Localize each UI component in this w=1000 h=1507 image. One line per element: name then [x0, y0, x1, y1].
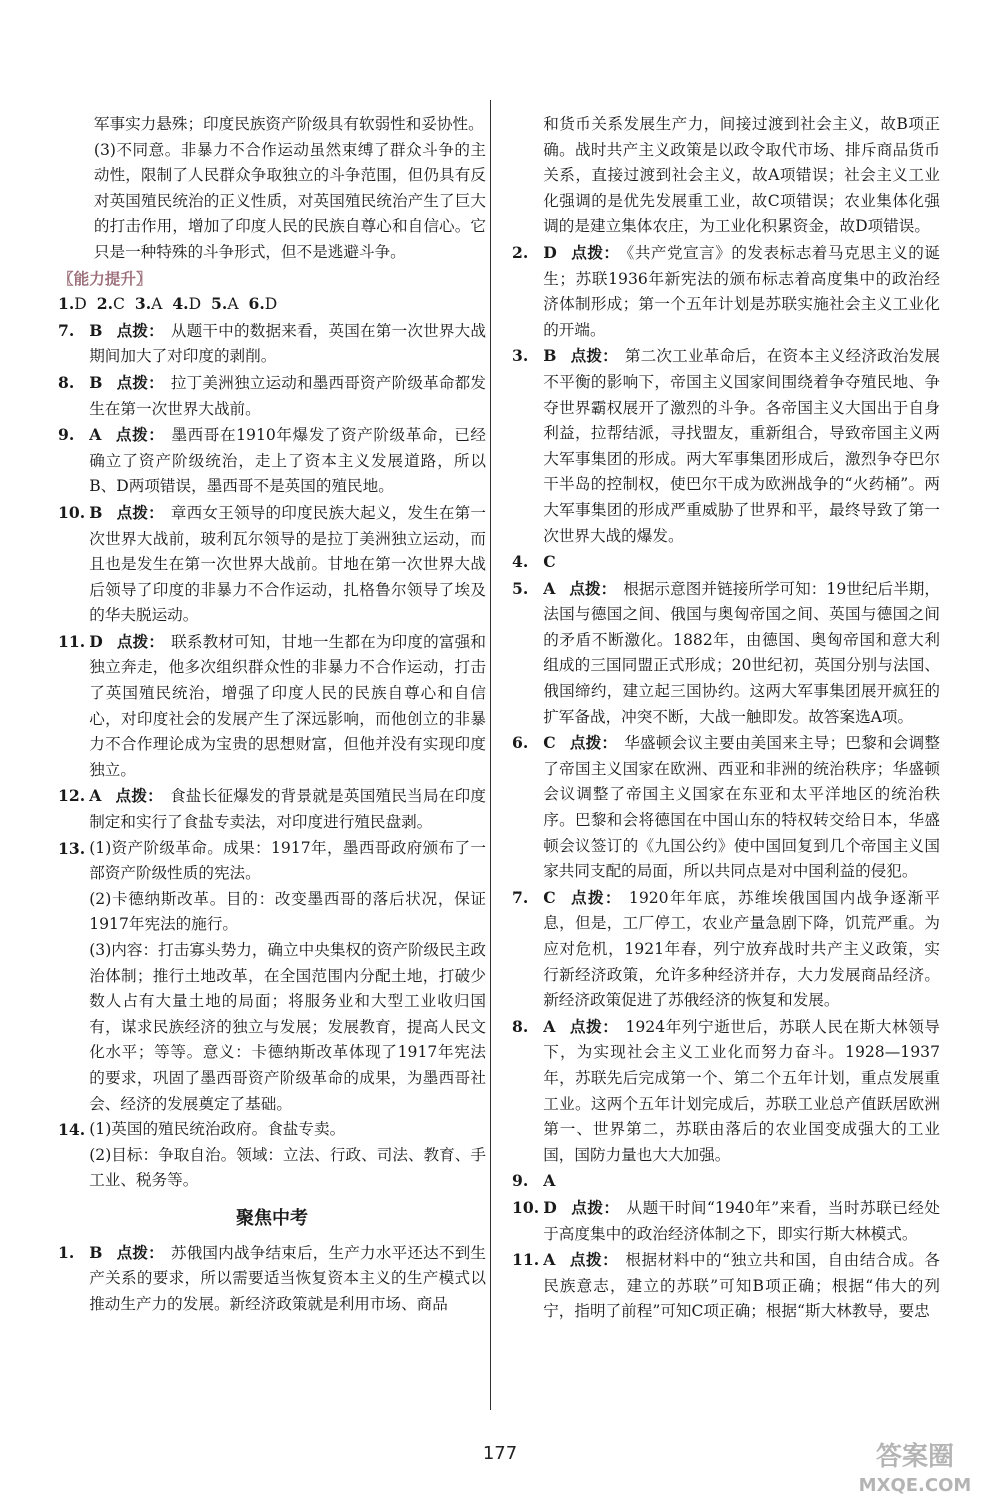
watermark-logo: [840, 1429, 990, 1499]
item-answer: B: [89, 372, 103, 392]
item-answer: D: [89, 631, 103, 651]
item-answer: B: [89, 1242, 103, 1262]
item-number: 5.: [512, 578, 529, 598]
item-answer: A: [543, 1016, 556, 1036]
answer-item: [512, 730, 940, 885]
item-answer: D: [543, 242, 557, 262]
answer-item: [58, 370, 486, 422]
item-answer: A: [543, 578, 556, 598]
item-number: 7.: [58, 320, 75, 340]
mc-answer: 5.A: [211, 294, 239, 314]
item-number: 8.: [512, 1016, 529, 1036]
item-number: 10.: [58, 502, 86, 522]
hint-text: 华盛顿会议主要由美国来主导；巴黎和会调整了帝国主义国家在欧洲、西亚和非洲的统治秩序；华盛顿会议调整了帝国主义国家在东亚和太平洋地区的统治秩序。巴黎和会将德国在中国山东的特权转交给日本，华盛顿会议签订的《九国公约》使中国回复到几个帝国主义国家共同支配的局面，所以共同点是对中国利益的侵犯。: [543, 734, 940, 881]
answer-item-13: [58, 836, 486, 887]
answer-part: (2)卡德纳斯改革。目的：改变墨西哥的落后状况，保证1917年宪法的施行。: [89, 889, 486, 934]
hint-text: 食盐长征爆发的背景就是英国殖民当局在印度制定和实行了食盐专卖法，对印度进行殖民盘剥。: [89, 787, 486, 832]
item-number: 13.: [58, 838, 86, 858]
answer-part-block: [58, 938, 486, 1117]
hint-label: 点拨：: [116, 320, 164, 340]
hint-text: 1920年年底，苏维埃俄国国内战争逐渐平息，但是，工厂停工，农业产量急剧下降，饥荒严重。为应对危机，1921年春，列宁放弃战时共产主义政策，实行新经济政策，允许多种经济并存，大力发展商品经济。新经济政策促进了苏俄经济的恢复和发展。: [543, 888, 940, 1010]
answer-item: [58, 1240, 486, 1318]
paragraph: 军事实力悬殊；印度民族资产阶级具有软弱性和妥协性。: [93, 115, 484, 133]
answer-item: [512, 240, 940, 343]
hint-label: 点拨：: [569, 578, 617, 598]
answer-part: (2)目标：争取自治。领域：立法、行政、司法、教育、手工业、税务等。: [89, 1145, 486, 1190]
item-answer: A: [89, 786, 102, 806]
answer-part-block: [58, 887, 486, 938]
answer-item: [512, 549, 940, 576]
left-column: [58, 112, 486, 1317]
hint-label: 点拨：: [116, 502, 164, 522]
hint-label: 点拨：: [569, 1250, 619, 1270]
item-answer: A: [543, 1250, 556, 1270]
hint-text: 根据材料中的“独立共和国，自由结合成。各民族意志，建立的苏联”可知B项正确；根据“伟大的列宁，指明了前程”可知C项正确；根据“斯大林教导，要忠: [543, 1251, 940, 1321]
section-title: 聚焦中考: [236, 1207, 308, 1229]
item-number: 9.: [58, 425, 75, 445]
answer-item: [58, 422, 486, 500]
page-number: 177: [482, 1443, 518, 1464]
hint-text: 根据示意图并链接所学可知：19世纪后半期，法国与德国之间、俄国与奥匈帝国之间、英国与德国之间的矛盾不断激化。1882年，由德国、奥匈帝国和意大利组成的三国同盟正式形成；20世纪初，英国分别与法国、俄国缔约，建立起三国协约。这两大军事集团展开疯狂的扩军备战，冲突不断，大战一触即发。故答案选A项。: [543, 579, 940, 726]
watermark-line1: 答案圈: [875, 1442, 955, 1472]
hint-label: 点拨：: [569, 733, 618, 753]
item-number: 1.: [58, 1242, 75, 1262]
item-answer: B: [543, 346, 557, 366]
item-answer: C: [543, 887, 556, 907]
mc-answer: 1.D: [58, 294, 87, 314]
section-label-ability: 〖能力提升〗: [58, 268, 152, 288]
item-number: 4.: [512, 552, 529, 572]
answer-part: (3)内容：打击寡头势力，确立中央集权的资产阶级民主政治体制；推行土地改革，在全国范围内分配土地，打破少数人占有大量土地的局面；将服务业和大型工业收归国有，谋求民族经济的独立与发展；发展教育，提高人民文化水平；等等。意义：卡德纳斯改革体现了1917年宪法的要求，巩固了墨西哥资产阶级革命的成果，为墨西哥社会、经济的发展奠定了基础。: [89, 941, 486, 1113]
hint-text: 1924年列宁逝世后，苏联人民在斯大林领导下，为实现社会主义工业化而努力奋斗。1928—1937年，苏联先后完成第一个、第二个五年计划，重点发展重工业。这两个五年计划完成后，苏联工业总产值跃居欧洲第一、世界第二，苏联由落后的农业国变成强大的工业国，国防力量也大大加强。: [543, 1017, 940, 1164]
hint-label: 点拨：: [569, 1016, 619, 1036]
item-number: 9.: [512, 1171, 529, 1191]
item-number: 6.: [512, 733, 529, 753]
right-column: [512, 112, 940, 1325]
hint-text: 从题干中的数据来看，英国在第一次世界大战期间加大了对印度的剥削。: [89, 321, 486, 366]
answer-item: [512, 885, 940, 1014]
hint-label: 点拨：: [116, 1242, 164, 1262]
hint-text: 墨西哥在1910年爆发了资产阶级革命，已经确立了资产阶级统治，走上了资本主义发展道路，所以B、D两项错误，墨西哥不是英国的殖民地。: [89, 426, 486, 496]
answer-item: [512, 1168, 940, 1195]
item-number: 7.: [512, 887, 529, 907]
mc-answer: 3.A: [134, 294, 163, 314]
answer-item: [512, 1195, 940, 1247]
answer-part: (1)英国的殖民统治政府。食盐专卖。: [89, 1120, 346, 1139]
paragraph: (3)不同意。非暴力不合作运动虽然束缚了群众斗争的主动性，限制了人民群众争取独立的斗争范围，但仍具有反对英国殖民统治的正义性质，对英国殖民统治产生了巨大的打击作用，增加了印度人民的民族自尊心和自信心。它只是一种特殊的斗争形式，但不是逃避斗争。: [93, 140, 486, 261]
item-number: 10.: [512, 1197, 540, 1217]
hint-text: 章西女王领导的印度民族大起义，发生在第一次世界大战前，玻利瓦尔领导的是拉丁美洲独立运动，而且也是发生在第一次世界大战前。甘地在第一次世界大战后领导了印度的非暴力不合作运动，扎格鲁尔领导了埃及的华夫脱运动。: [89, 503, 486, 625]
hint-label: 点拨：: [115, 786, 163, 806]
answer-item-14: [58, 1117, 486, 1143]
hint-label: 点拨：: [569, 887, 622, 907]
hint-label: 点拨：: [570, 1197, 620, 1217]
item-answer: C: [543, 733, 556, 753]
hint-text: 拉丁美洲独立运动和墨西哥资产阶级革命都发生在第一次世界大战前。: [89, 373, 486, 418]
item-answer: C: [543, 552, 556, 572]
item-number: 2.: [512, 242, 529, 262]
watermark-line2: MXQE.COM: [858, 1475, 972, 1496]
hint-text: 从题干时间“1940年”来看，当时苏联已经处于高度集中的政治经济体制之下，即实行斯大林模式。: [543, 1198, 940, 1243]
answer-item: [512, 343, 940, 549]
column-divider: [490, 100, 491, 1410]
continued-text: 和货币关系发展生产力，间接过渡到社会主义，故B项正确。战时共产主义政策是以政令取代市场、排斥商品货币关系，直接过渡到社会主义，故A项错误；社会主义工业化强调的是优先发展重工业，故C项错误；农业集体化强调的是建立集体农庄，为工业化积累资金，故D项错误。: [543, 115, 940, 236]
answer-item: [512, 576, 940, 731]
answer-part-block: [58, 1143, 486, 1194]
watermark-graphic: [840, 1429, 990, 1499]
answer-item: [512, 1247, 940, 1325]
item-answer: A: [543, 1171, 556, 1191]
item-number: 11.: [512, 1250, 540, 1270]
hint-label: 点拨：: [570, 242, 620, 262]
hint-label: 点拨：: [115, 425, 165, 445]
mc-answer: 4.D: [172, 294, 202, 314]
item-number: 8.: [58, 372, 75, 392]
hint-text: 苏俄国内战争结束后，生产力水平还达不到生产关系的要求，所以需要适当恢复资本主义的生产模式以推动生产力的发展。新经济政策就是利用市场、商品: [89, 1243, 486, 1313]
answer-item: [512, 1014, 940, 1169]
item-answer: B: [89, 502, 103, 522]
hint-label: 点拨：: [116, 372, 164, 392]
hint-text: 联系教材可知，甘地一生都在为印度的富强和独立奔走，他多次组织群众性的非暴力不合作运动，打击了英国殖民统治，增强了印度人民的民族自尊心和自信心，对印度社会的发展产生了深远影响，而他创立的非暴力不合作理论成为宝贵的思想财富，但他并没有实现印度独立。: [89, 632, 486, 779]
answer-item: [58, 629, 486, 784]
item-answer: B: [89, 320, 103, 340]
item-number: 11.: [58, 631, 86, 651]
mc-answer: 2.C: [96, 294, 125, 314]
hint-label: 点拨：: [570, 346, 618, 366]
item-answer: D: [543, 1197, 557, 1217]
mc-answer-line: [58, 291, 486, 318]
item-number: 12.: [58, 786, 86, 806]
answer-item: [58, 318, 486, 370]
answer-item: [58, 500, 486, 629]
item-answer: A: [89, 425, 102, 445]
hint-text: 第二次工业革命后，在资本主义经济政治发展不平衡的影响下，帝国主义国家间围绕着争夺殖民地、争夺世界霸权展开了激烈的斗争。各帝国主义大国出于自身利益，拉帮结派，寻找盟友，重新组合，导致帝国主义两大军事集团的形成。两大军事集团形成后，激烈争夺巴尔干半岛的控制权，使巴尔干成为欧洲战争的“火药桶”。两大军事集团的形成严重威胁了世界和平，最终导致了第一次世界大战的爆发。: [543, 347, 940, 545]
answer-part: (1)资产阶级革命。成果：1917年，墨西哥政府颁布了一部资产阶级性质的宪法。: [89, 838, 486, 883]
mc-answer: 6.D: [248, 294, 278, 314]
item-number: 3.: [512, 346, 529, 366]
hint-text: 《共产党宣言》的发表标志着马克思主义的诞生；苏联1936年新宪法的颁布标志着高度集中的政治经济体制形成；第一个五年计划是苏联实施社会主义工业化的开端。: [543, 243, 940, 339]
hint-label: 点拨：: [116, 631, 165, 651]
item-number: 14.: [58, 1120, 86, 1140]
answer-item: [58, 783, 486, 835]
